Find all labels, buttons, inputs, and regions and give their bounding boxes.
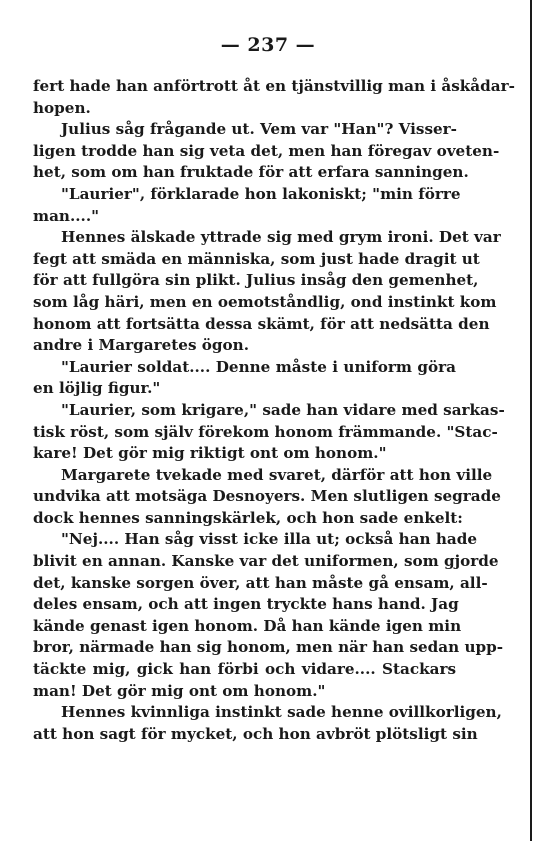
text-line: man! Det gör mig ont om honom." bbox=[33, 681, 326, 700]
text-line: "Laurier", förklarade hon lakoniskt; "min förre bbox=[61, 184, 461, 203]
text-line: deles ensam, och att ingen tryckte hans hand. Jag bbox=[33, 595, 459, 614]
text-line: Julius såg frågande ut. Vem var "Han"? Visser- bbox=[61, 120, 457, 139]
text-line: man...." bbox=[33, 206, 100, 225]
text-line: att hon sagt för mycket, och hon avbröt plötsligt sin bbox=[33, 724, 478, 743]
text-line: Hennes kvinnliga instinkt sade henne ovillkorligen, bbox=[61, 703, 502, 722]
body-text bbox=[33, 76, 515, 745]
text-line: Margarete tvekade med svaret, därför att hon ville bbox=[61, 465, 493, 484]
text-line: honom att fortsätta dessa skämt, för att nedsätta den bbox=[33, 314, 490, 333]
text-line: ligen trodde han sig veta det, men han föregav oveten- bbox=[33, 141, 500, 160]
page-number: — 237 — bbox=[220, 34, 316, 56]
page-edge-border bbox=[530, 0, 532, 841]
text-line: täckte mig, gick han förbi och vidare.... Stackars bbox=[33, 660, 456, 679]
text-line: som låg häri, men en oemotståndlig, ond instinkt kom bbox=[33, 292, 497, 311]
text-line: kare! Det gör mig riktigt ont om honom." bbox=[33, 444, 387, 463]
text-line: het, som om han fruktade för att erfara sanningen. bbox=[33, 163, 469, 182]
text-line: andre i Margaretes ögon. bbox=[33, 336, 250, 355]
text-line: bror, närmade han sig honom, men när han sedan upp- bbox=[33, 638, 504, 657]
text-line: fegt att smäda en människa, som just hade dragit ut bbox=[33, 249, 480, 268]
text-line: "Laurier soldat.... Denne måste i uniform göra bbox=[61, 357, 456, 376]
text-line: kände genast igen honom. Då han kände igen min bbox=[33, 616, 462, 635]
text-line: Hennes älskade yttrade sig med grym ironi. Det var bbox=[61, 228, 501, 247]
text-line: blivit en annan. Kanske var det uniformen, som gjorde bbox=[33, 552, 499, 571]
text-line: "Nej.... Han såg visst icke illa ut; också han hade bbox=[61, 530, 478, 549]
text-line: det, kanske sorgen över, att han måste gå ensam, all- bbox=[33, 573, 488, 592]
text-line: en löjlig figur." bbox=[33, 379, 161, 398]
text-line: undvika att motsäga Desnoyers. Men slutligen segrade bbox=[33, 487, 501, 506]
text-line: fert hade han anförtrott åt en tjänstvillig man i åskådar- bbox=[33, 77, 515, 95]
text-line: dock hennes sanningskärlek, och hon sade enkelt: bbox=[33, 508, 463, 527]
text-line: tisk röst, som själv förekom honom främmande. "Stac- bbox=[33, 422, 498, 441]
text-line: "Laurier, som krigare," sade han vidare med sarkas- bbox=[61, 400, 505, 419]
text-line: för att fullgöra sin plikt. Julius insåg den gemenhet, bbox=[33, 271, 479, 290]
text-line: hopen. bbox=[33, 98, 91, 117]
